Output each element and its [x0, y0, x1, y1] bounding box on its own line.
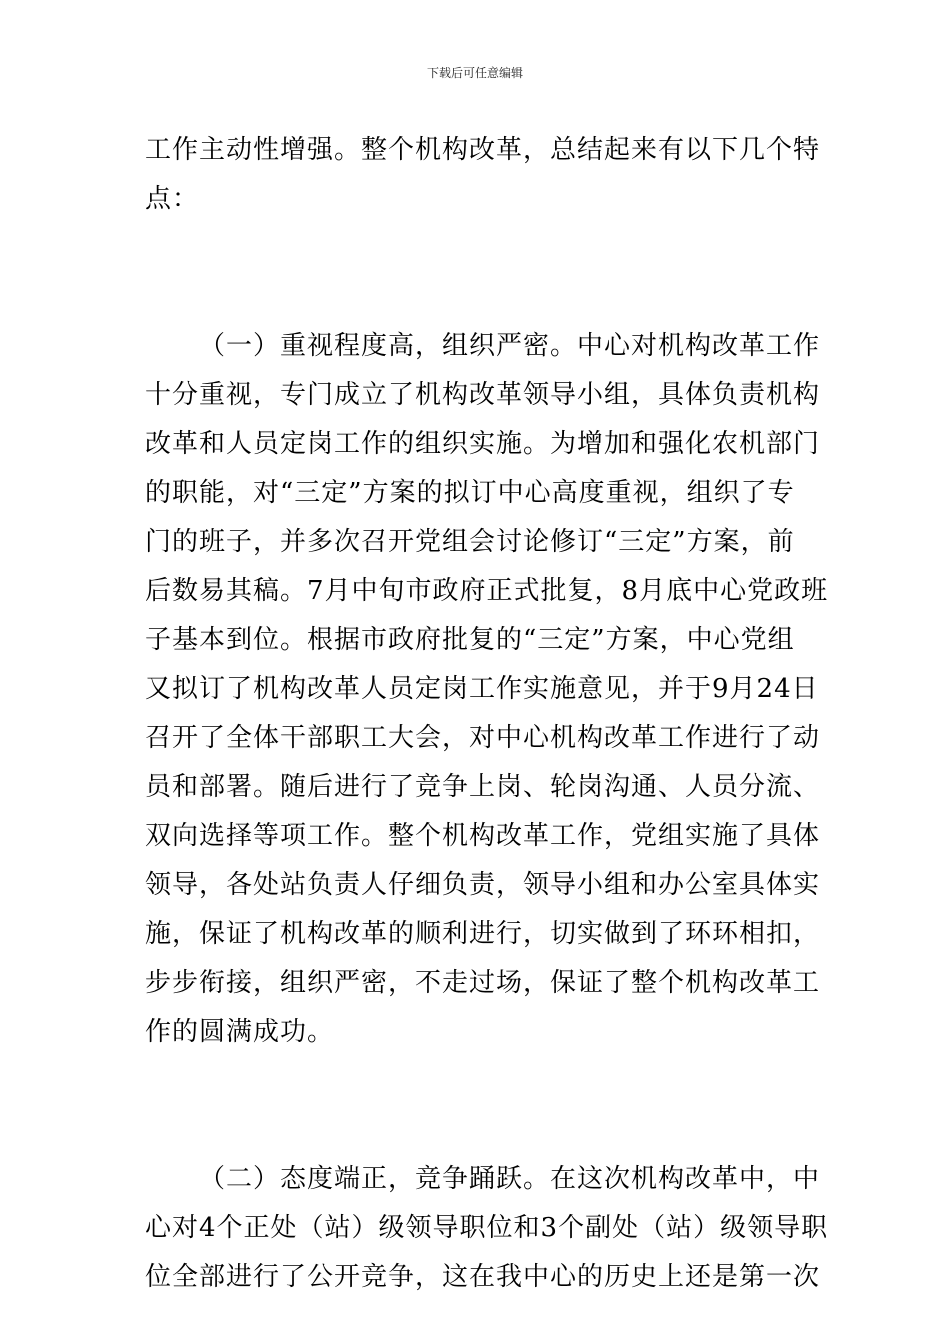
- text-line: 员和部署。随后进行了竞争上岗、轮岗沟通、人员分流、: [145, 772, 821, 802]
- text-line: 点：: [145, 184, 200, 214]
- text-line: 子基本到位。根据市政府批复的“三定”方案，中心党组: [145, 625, 795, 655]
- paragraph-section-2: [145, 1155, 829, 1302]
- text-line: 双向选择等项工作。整个机构改革工作，党组实施了具体: [145, 821, 821, 851]
- text-line: 作的圆满成功。: [145, 1017, 335, 1047]
- paragraph-intro: [145, 126, 821, 224]
- document-body: [145, 126, 829, 1302]
- text-line: 步步衔接，组织严密，不走过场，保证了整个机构改革工: [145, 968, 821, 998]
- text-line: 领导，各处站负责人仔细负责，领导小组和办公室具体实: [145, 870, 821, 900]
- text-line: 施，保证了机构改革的顺利进行，切实做到了环环相扣，: [145, 919, 821, 949]
- text-line: （一）重视程度高，组织严密。中心对机构改革工作: [199, 331, 821, 361]
- text-line: 后数易其稿。7月中旬市政府正式批复，8月底中心党政班: [145, 576, 829, 606]
- text-line: 又拟订了机构改革人员定岗工作实施意见，并于9月24日: [145, 674, 819, 704]
- text-line: 门的班子，并多次召开党组会讨论修订“三定”方案，前: [145, 527, 795, 557]
- text-line: 十分重视，专门成立了机构改革领导小组，具体负责机构: [145, 380, 821, 410]
- text-line: 心对4个正处（站）级领导职位和3个副处（站）级领导职: [145, 1213, 829, 1243]
- text-line: 的职能，对“三定”方案的拟订中心高度重视，组织了专: [145, 478, 795, 508]
- text-line: 位全部进行了公开竞争，这在我中心的历史上还是第一次: [145, 1262, 821, 1292]
- text-line: （二）态度端正，竞争踊跃。在这次机构改革中，中: [199, 1164, 821, 1194]
- text-line: 召开了全体干部职工大会，对中心机构改革工作进行了动: [145, 723, 821, 753]
- text-line: 改革和人员定岗工作的组织实施。为增加和强化农机部门: [145, 429, 821, 459]
- paragraph-spacer: [145, 224, 805, 322]
- paragraph-spacer: [145, 1057, 805, 1155]
- text-line: 工作主动性增强。整个机构改革，总结起来有以下几个特: [145, 135, 821, 165]
- paragraph-section-1: [145, 322, 829, 1057]
- page-header: 下载后可任意编辑: [426, 66, 523, 80]
